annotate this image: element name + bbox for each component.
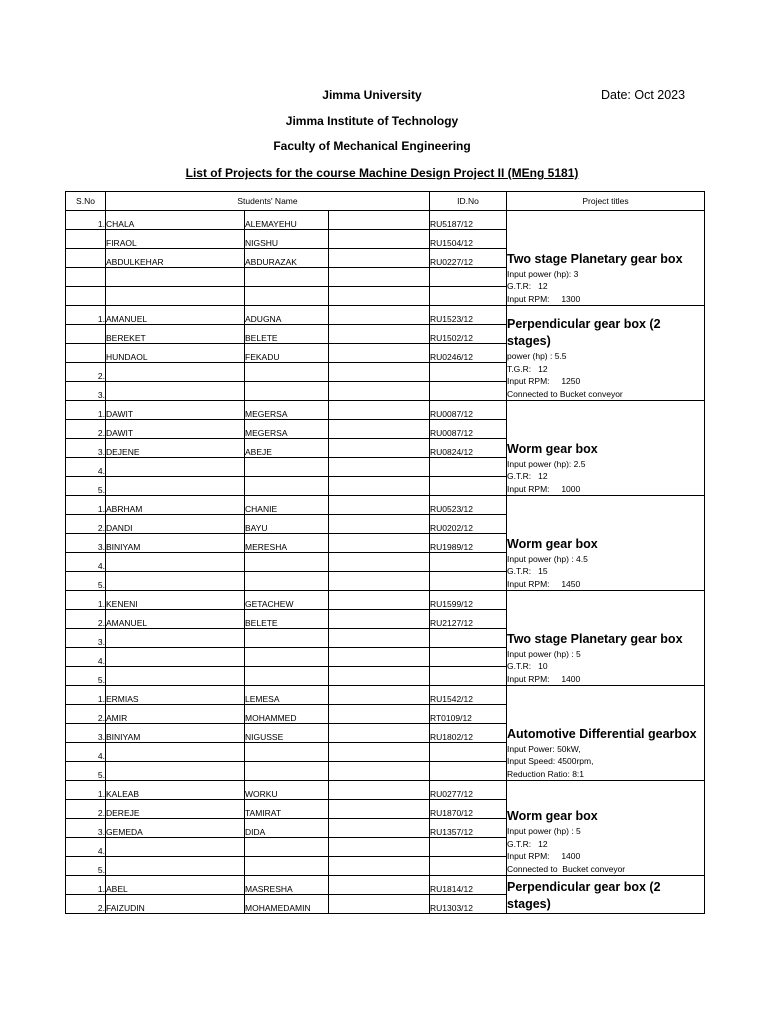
blank-cell [329,838,430,857]
first-name-cell [106,553,245,572]
id-number-cell: RU1542/12 [430,686,507,705]
id-number-cell: RU1599/12 [430,591,507,610]
serial-number-cell: 3. [66,382,106,401]
id-number-cell: RU1357/12 [430,819,507,838]
blank-cell [329,344,430,363]
last-name-cell [245,838,329,857]
last-name-cell [245,572,329,591]
table-row [66,591,705,610]
serial-number-cell [66,249,106,268]
blank-cell [329,857,430,876]
first-name-cell: ERMIAS [106,686,245,705]
id-number-cell: RU1989/12 [430,534,507,553]
first-name-cell: BINIYAM [106,724,245,743]
blank-cell [329,363,430,382]
last-name-cell: BELETE [245,610,329,629]
blank-cell [329,534,430,553]
first-name-cell [106,648,245,667]
id-number-cell: RU0824/12 [430,439,507,458]
blank-cell [329,591,430,610]
id-number-cell [430,458,507,477]
first-name-cell: ABEL [106,876,245,895]
id-number-cell [430,667,507,686]
blank-cell [329,895,430,914]
project-title: Automotive Differential gearbox [507,726,697,741]
last-name-cell: MASRESHA [245,876,329,895]
serial-number-cell: 4. [66,648,106,667]
project-detail: Input RPM: 1000 [507,483,581,494]
id-number-cell [430,762,507,781]
project-title: Worm gear box [507,536,598,551]
blank-cell [329,420,430,439]
table-row [66,401,705,420]
project-title-cell [507,781,705,876]
blank-cell [329,211,430,230]
blank-cell [329,667,430,686]
table-row [66,211,705,230]
project-detail: G.T.R: 12 [507,838,548,849]
first-name-cell: BINIYAM [106,534,245,553]
first-name-cell [106,363,245,382]
serial-number-cell: 3. [66,629,106,648]
id-number-cell: RU1303/12 [430,895,507,914]
blank-cell [329,876,430,895]
first-name-cell: FAIZUDIN [106,895,245,914]
id-number-cell [430,857,507,876]
document-date: Date: Oct 2023 [601,88,686,102]
project-detail: Input power (hp) : 5 [507,826,581,836]
serial-number-cell: 1. [66,686,106,705]
id-number-cell [430,629,507,648]
first-name-cell [106,477,245,496]
last-name-cell: ABEJE [245,439,329,458]
blank-cell [329,306,430,325]
blank-cell [329,458,430,477]
first-name-cell: DEREJE [106,800,245,819]
last-name-cell [245,857,329,876]
serial-number-cell: 5. [66,762,106,781]
last-name-cell: NIGSHU [245,230,329,249]
project-title-cell [507,211,705,306]
last-name-cell: FEKADU [245,344,329,363]
project-detail: G.T.R: 15 [507,566,548,576]
serial-number-cell: 4. [66,458,106,477]
id-number-cell [430,553,507,572]
last-name-cell: NIGUSSE [245,724,329,743]
id-number-cell: RU0087/12 [430,420,507,439]
serial-number-cell: 1. [66,781,106,800]
serial-number-cell: 4. [66,553,106,572]
first-name-cell: KENENI [106,591,245,610]
blank-cell [329,705,430,724]
last-name-cell [245,268,329,287]
column-header-students-name: Students' Name [106,192,430,211]
serial-number-cell [66,287,106,306]
first-name-cell [106,268,245,287]
last-name-cell [245,553,329,572]
serial-number-cell: 3. [66,439,106,458]
first-name-cell [106,382,245,401]
id-number-cell [430,648,507,667]
first-name-cell: DAWIT [106,401,245,420]
project-detail: G.T.R: 12 [507,471,548,481]
first-name-cell: KALEAB [106,781,245,800]
project-title-cell [507,496,705,591]
blank-cell [329,230,430,249]
blank-cell [329,648,430,667]
serial-number-cell: 2. [66,515,106,534]
first-name-cell: ABDULKEHAR [106,249,245,268]
last-name-cell: LEMESA [245,686,329,705]
blank-cell [329,819,430,838]
institute-name: Jimma Institute of Technology [285,114,459,128]
blank-cell [329,629,430,648]
first-name-cell [106,667,245,686]
blank-cell [329,781,430,800]
last-name-cell: WORKU [245,781,329,800]
first-name-cell: GEMEDA [106,819,245,838]
project-detail: Input RPM: 1250 [507,376,581,386]
last-name-cell: CHANIE [245,496,329,515]
serial-number-cell: 3. [66,534,106,553]
blank-cell [329,610,430,629]
serial-number-cell: 2. [66,420,106,439]
first-name-cell: DANDI [106,515,245,534]
serial-number-cell: 5. [66,572,106,591]
last-name-cell [245,667,329,686]
last-name-cell: MEGERSA [245,420,329,439]
last-name-cell: BELETE [245,325,329,344]
blank-cell [329,800,430,819]
blank-cell [329,572,430,591]
last-name-cell: ADUGNA [245,306,329,325]
blank-cell [329,382,430,401]
project-detail: Input power (hp): 2.5 [507,458,586,469]
last-name-cell: MOHAMMED [245,705,329,724]
blank-cell [329,496,430,515]
serial-number-cell [66,230,106,249]
first-name-cell [106,838,245,857]
project-title: Perpendicular gear box (2 stages) [507,880,661,911]
first-name-cell: FIRAOL [106,230,245,249]
project-detail: G.T.R: 10 [507,661,548,671]
column-header-sno: S.No [66,192,106,211]
last-name-cell [245,458,329,477]
last-name-cell [245,382,329,401]
project-title: Perpendicular gear box (2 stages) [507,317,661,348]
project-detail: Input RPM: 1400 [507,673,581,684]
project-detail: Input RPM: 1450 [507,578,581,589]
first-name-cell [106,458,245,477]
project-title: Worm gear box [507,441,598,456]
project-title-cell [507,306,705,401]
last-name-cell: TAMIRAT [245,800,329,819]
first-name-cell [106,287,245,306]
first-name-cell [106,857,245,876]
last-name-cell: DIDA [245,819,329,838]
blank-cell [329,724,430,743]
first-name-cell: DEJENE [106,439,245,458]
serial-number-cell [66,325,106,344]
project-title-cell [507,401,705,496]
serial-number-cell [66,344,106,363]
last-name-cell [245,287,329,306]
serial-number-cell: 5. [66,857,106,876]
table-row [66,496,705,515]
serial-number-cell: 1. [66,211,106,230]
serial-number-cell: 4. [66,743,106,762]
list-title: List of Projects for the course Machine Design Project II (MEng 5181) [185,166,579,180]
project-detail: Connected to Bucket conveyor [507,388,623,399]
blank-cell [329,477,430,496]
id-number-cell [430,477,507,496]
id-number-cell: RU1523/12 [430,306,507,325]
university-name: Jimma University [322,88,422,102]
serial-number-cell: 2. [66,363,106,382]
last-name-cell: GETACHEW [245,591,329,610]
id-number-cell: RU1802/12 [430,724,507,743]
id-number-cell: RT0109/12 [430,705,507,724]
project-detail: power (hp) : 5.5 [507,351,567,361]
last-name-cell [245,743,329,762]
last-name-cell: BAYU [245,515,329,534]
last-name-cell [245,762,329,781]
last-name-cell [245,477,329,496]
project-detail: Reduction Ratio: 8:1 [507,768,585,779]
serial-number-cell: 2. [66,895,106,914]
project-title: Two stage Planetary gear box [507,631,683,646]
project-detail: Input Speed: 4500rpm, [507,756,594,766]
last-name-cell [245,363,329,382]
last-name-cell [245,629,329,648]
project-title-cell [507,686,705,781]
first-name-cell: AMANUEL [106,306,245,325]
id-number-cell: RU0246/12 [430,344,507,363]
column-header-project-titles: Project titles [507,192,705,211]
first-name-cell [106,572,245,591]
first-name-cell [106,629,245,648]
serial-number-cell: 5. [66,477,106,496]
project-title-cell [507,591,705,686]
serial-number-cell: 1. [66,876,106,895]
first-name-cell: AMANUEL [106,610,245,629]
faculty-name: Faculty of Mechanical Engineering [273,139,471,153]
serial-number-cell: 2. [66,800,106,819]
serial-number-cell: 5. [66,667,106,686]
serial-number-cell [66,268,106,287]
project-detail: Connected to Bucket conveyor [507,863,626,874]
last-name-cell: ABDURAZAK [245,249,329,268]
project-detail: Input Power: 50kW, [507,743,581,754]
id-number-cell: RU0227/12 [430,249,507,268]
project-detail: Input power (hp): 3 [507,268,579,279]
blank-cell [329,762,430,781]
serial-number-cell: 1. [66,306,106,325]
id-number-cell: RU2127/12 [430,610,507,629]
blank-cell [329,553,430,572]
project-detail: Input power (hp) : 5 [507,648,581,659]
blank-cell [329,287,430,306]
projects-table-body [66,211,705,914]
last-name-cell: MOHAMEDAMIN [245,895,329,914]
last-name-cell: ALEMAYEHU [245,211,329,230]
blank-cell [329,268,430,287]
table-row [66,686,705,705]
first-name-cell: ABRHAM [106,496,245,515]
project-detail: Input RPM: 1300 [507,293,581,304]
project-detail: Input RPM: 1400 [507,851,581,861]
serial-number-cell: 1. [66,591,106,610]
column-header-id: ID.No [430,192,507,211]
table-row [66,306,705,325]
serial-number-cell: 3. [66,819,106,838]
id-number-cell: RU1814/12 [430,876,507,895]
serial-number-cell: 4. [66,838,106,857]
id-number-cell: RU1502/12 [430,325,507,344]
id-number-cell: RU0202/12 [430,515,507,534]
blank-cell [329,686,430,705]
first-name-cell: CHALA [106,211,245,230]
id-number-cell [430,287,507,306]
blank-cell [329,325,430,344]
first-name-cell [106,762,245,781]
last-name-cell: MERESHA [245,534,329,553]
blank-cell [329,743,430,762]
first-name-cell: BEREKET [106,325,245,344]
first-name-cell [106,743,245,762]
last-name-cell [245,648,329,667]
project-detail: T.G.R: 12 [507,363,548,374]
id-number-cell: RU0523/12 [430,496,507,515]
project-detail: Input power (hp) : 4.5 [507,553,588,564]
blank-cell [329,439,430,458]
id-number-cell [430,743,507,762]
project-title: Two stage Planetary gear box [507,251,683,266]
projects-table [65,191,705,914]
id-number-cell: RU1870/12 [430,800,507,819]
project-detail: G.T.R: 12 [507,281,548,291]
serial-number-cell: 2. [66,610,106,629]
id-number-cell [430,268,507,287]
project-title-cell [507,876,705,914]
id-number-cell: RU5187/12 [430,211,507,230]
serial-number-cell: 2. [66,705,106,724]
last-name-cell: MEGERSA [245,401,329,420]
id-number-cell: RU1504/12 [430,230,507,249]
project-title: Worm gear box [507,809,598,823]
id-number-cell [430,838,507,857]
table-row [66,876,705,895]
table-row [66,781,705,800]
id-number-cell [430,572,507,591]
id-number-cell: RU0087/12 [430,401,507,420]
id-number-cell [430,363,507,382]
first-name-cell: DAWIT [106,420,245,439]
blank-cell [329,401,430,420]
first-name-cell: HUNDAOL [106,344,245,363]
id-number-cell: RU0277/12 [430,781,507,800]
serial-number-cell: 3. [66,724,106,743]
serial-number-cell: 1. [66,496,106,515]
serial-number-cell: 1. [66,401,106,420]
blank-cell [329,249,430,268]
id-number-cell [430,382,507,401]
blank-cell [329,515,430,534]
first-name-cell: AMIR [106,705,245,724]
